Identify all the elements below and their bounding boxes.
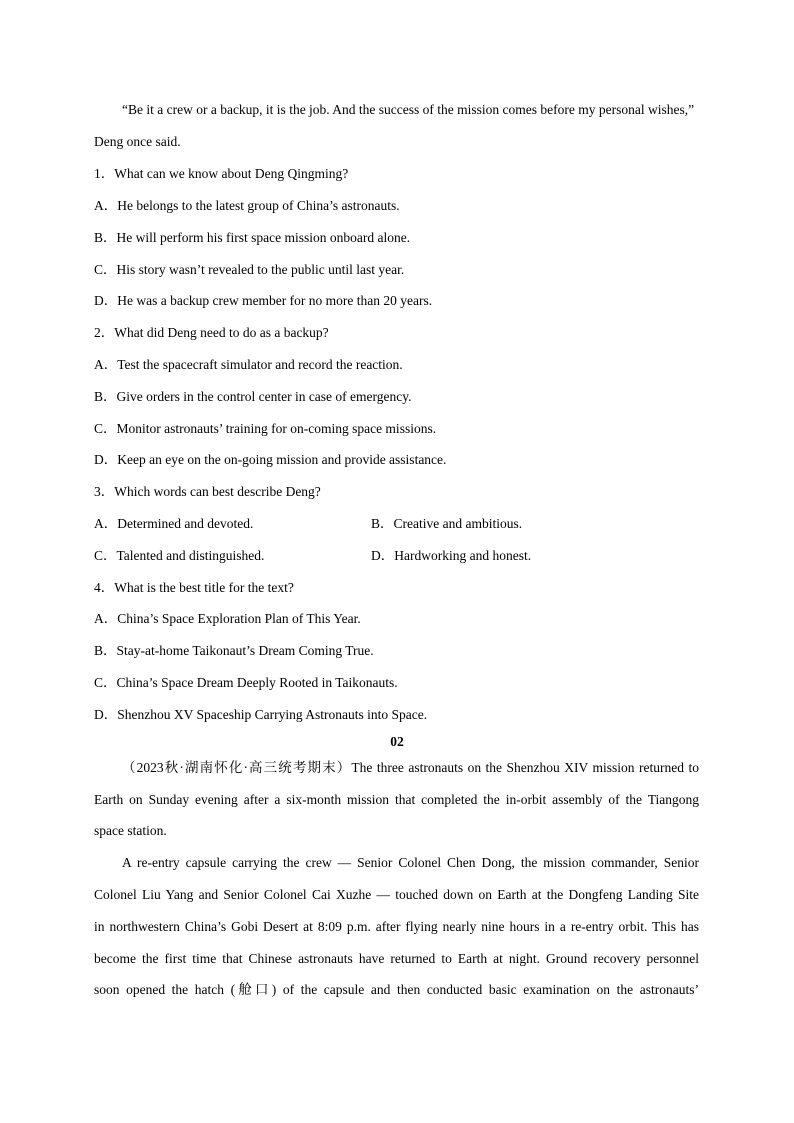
question-3-stem: 3．Which words can best describe Deng?: [94, 484, 321, 499]
question-4-option-a: A．China’s Space Exploration Plan of This Year.: [94, 611, 361, 626]
question-4-option-b: B．Stay-at-home Taikonaut’s Dream Coming True.: [94, 643, 374, 658]
question-2-option-d: D．Keep an eye on the on-going mission and provide assistance.: [94, 452, 447, 467]
question-2-option-b: B．Give orders in the control center in case of emergency.: [94, 389, 412, 404]
section2-para2-line-5: soon opened the hatch (舱口) of the capsule and then conducted basic examination on the astronauts’: [94, 982, 699, 997]
question-4-option-c: C．China’s Space Dream Deeply Rooted in Taikonauts.: [94, 675, 398, 690]
question-2-option-c: C．Monitor astronauts’ training for on-coming space missions.: [94, 421, 437, 436]
section2-para1-line-2: Earth on Sunday evening after a six-month mission that completed the in-orbit assembly of the Tiangong: [94, 792, 699, 807]
question-1-option-d: D．He was a backup crew member for no more than 20 years.: [94, 293, 433, 308]
question-3-option-b: B．Creative and ambitious.: [371, 516, 523, 531]
section2-para1-line-3: space station.: [94, 823, 167, 838]
section2-para1-line-1: （2023秋·湖南怀化·高三统考期末）The three astronauts on the Shenzhou XIV mission returned to: [122, 760, 699, 775]
question-1-option-c: C．His story wasn’t revealed to the public until last year.: [94, 262, 405, 277]
section2-para2-line-4: become the first time that Chinese astronauts have returned to Earth at night. Ground recovery personnel: [94, 951, 699, 966]
passage-quote-line-1: “Be it a crew or a backup, it is the job. And the success of the mission comes before my personal wishes,”: [122, 102, 695, 117]
question-3-option-a: A．Determined and devoted.: [94, 516, 254, 531]
question-3-row-2: [94, 547, 700, 565]
question-2-option-a: A．Test the spacecraft simulator and record the reaction.: [94, 357, 403, 372]
question-3-option-c: C．Talented and distinguished.: [94, 548, 265, 563]
question-3-row-1: [94, 515, 700, 533]
question-4-stem: 4．What is the best title for the text?: [94, 580, 294, 595]
question-1-stem: 1．What can we know about Deng Qingming?: [94, 166, 349, 181]
question-1-option-a: A．He belongs to the latest group of China’s astronauts.: [94, 198, 400, 213]
question-2-stem: 2．What did Deng need to do as a backup?: [94, 325, 329, 340]
section2-para2-line-2: Colonel Liu Yang and Senior Colonel Cai Xuzhe — touched down on Earth at the Dongfeng Landing Site: [94, 887, 699, 902]
question-3-option-d: D．Hardworking and honest.: [371, 548, 532, 563]
section-number: 02: [390, 734, 404, 749]
question-4-option-d: D．Shenzhou XV Spaceship Carrying Astronauts into Space.: [94, 707, 428, 722]
section2-para2-line-1: A re-entry capsule carrying the crew — Senior Colonel Chen Dong, the mission commander, Senior: [122, 855, 699, 870]
section2-para2-line-3: in northwestern China’s Gobi Desert at 8:09 p.m. after flying nearly nine hours in a re-entry orbit. This has: [94, 919, 699, 934]
question-1-option-b: B．He will perform his first space mission onboard alone.: [94, 230, 411, 245]
passage-quote-line-2: Deng once said.: [94, 134, 181, 149]
